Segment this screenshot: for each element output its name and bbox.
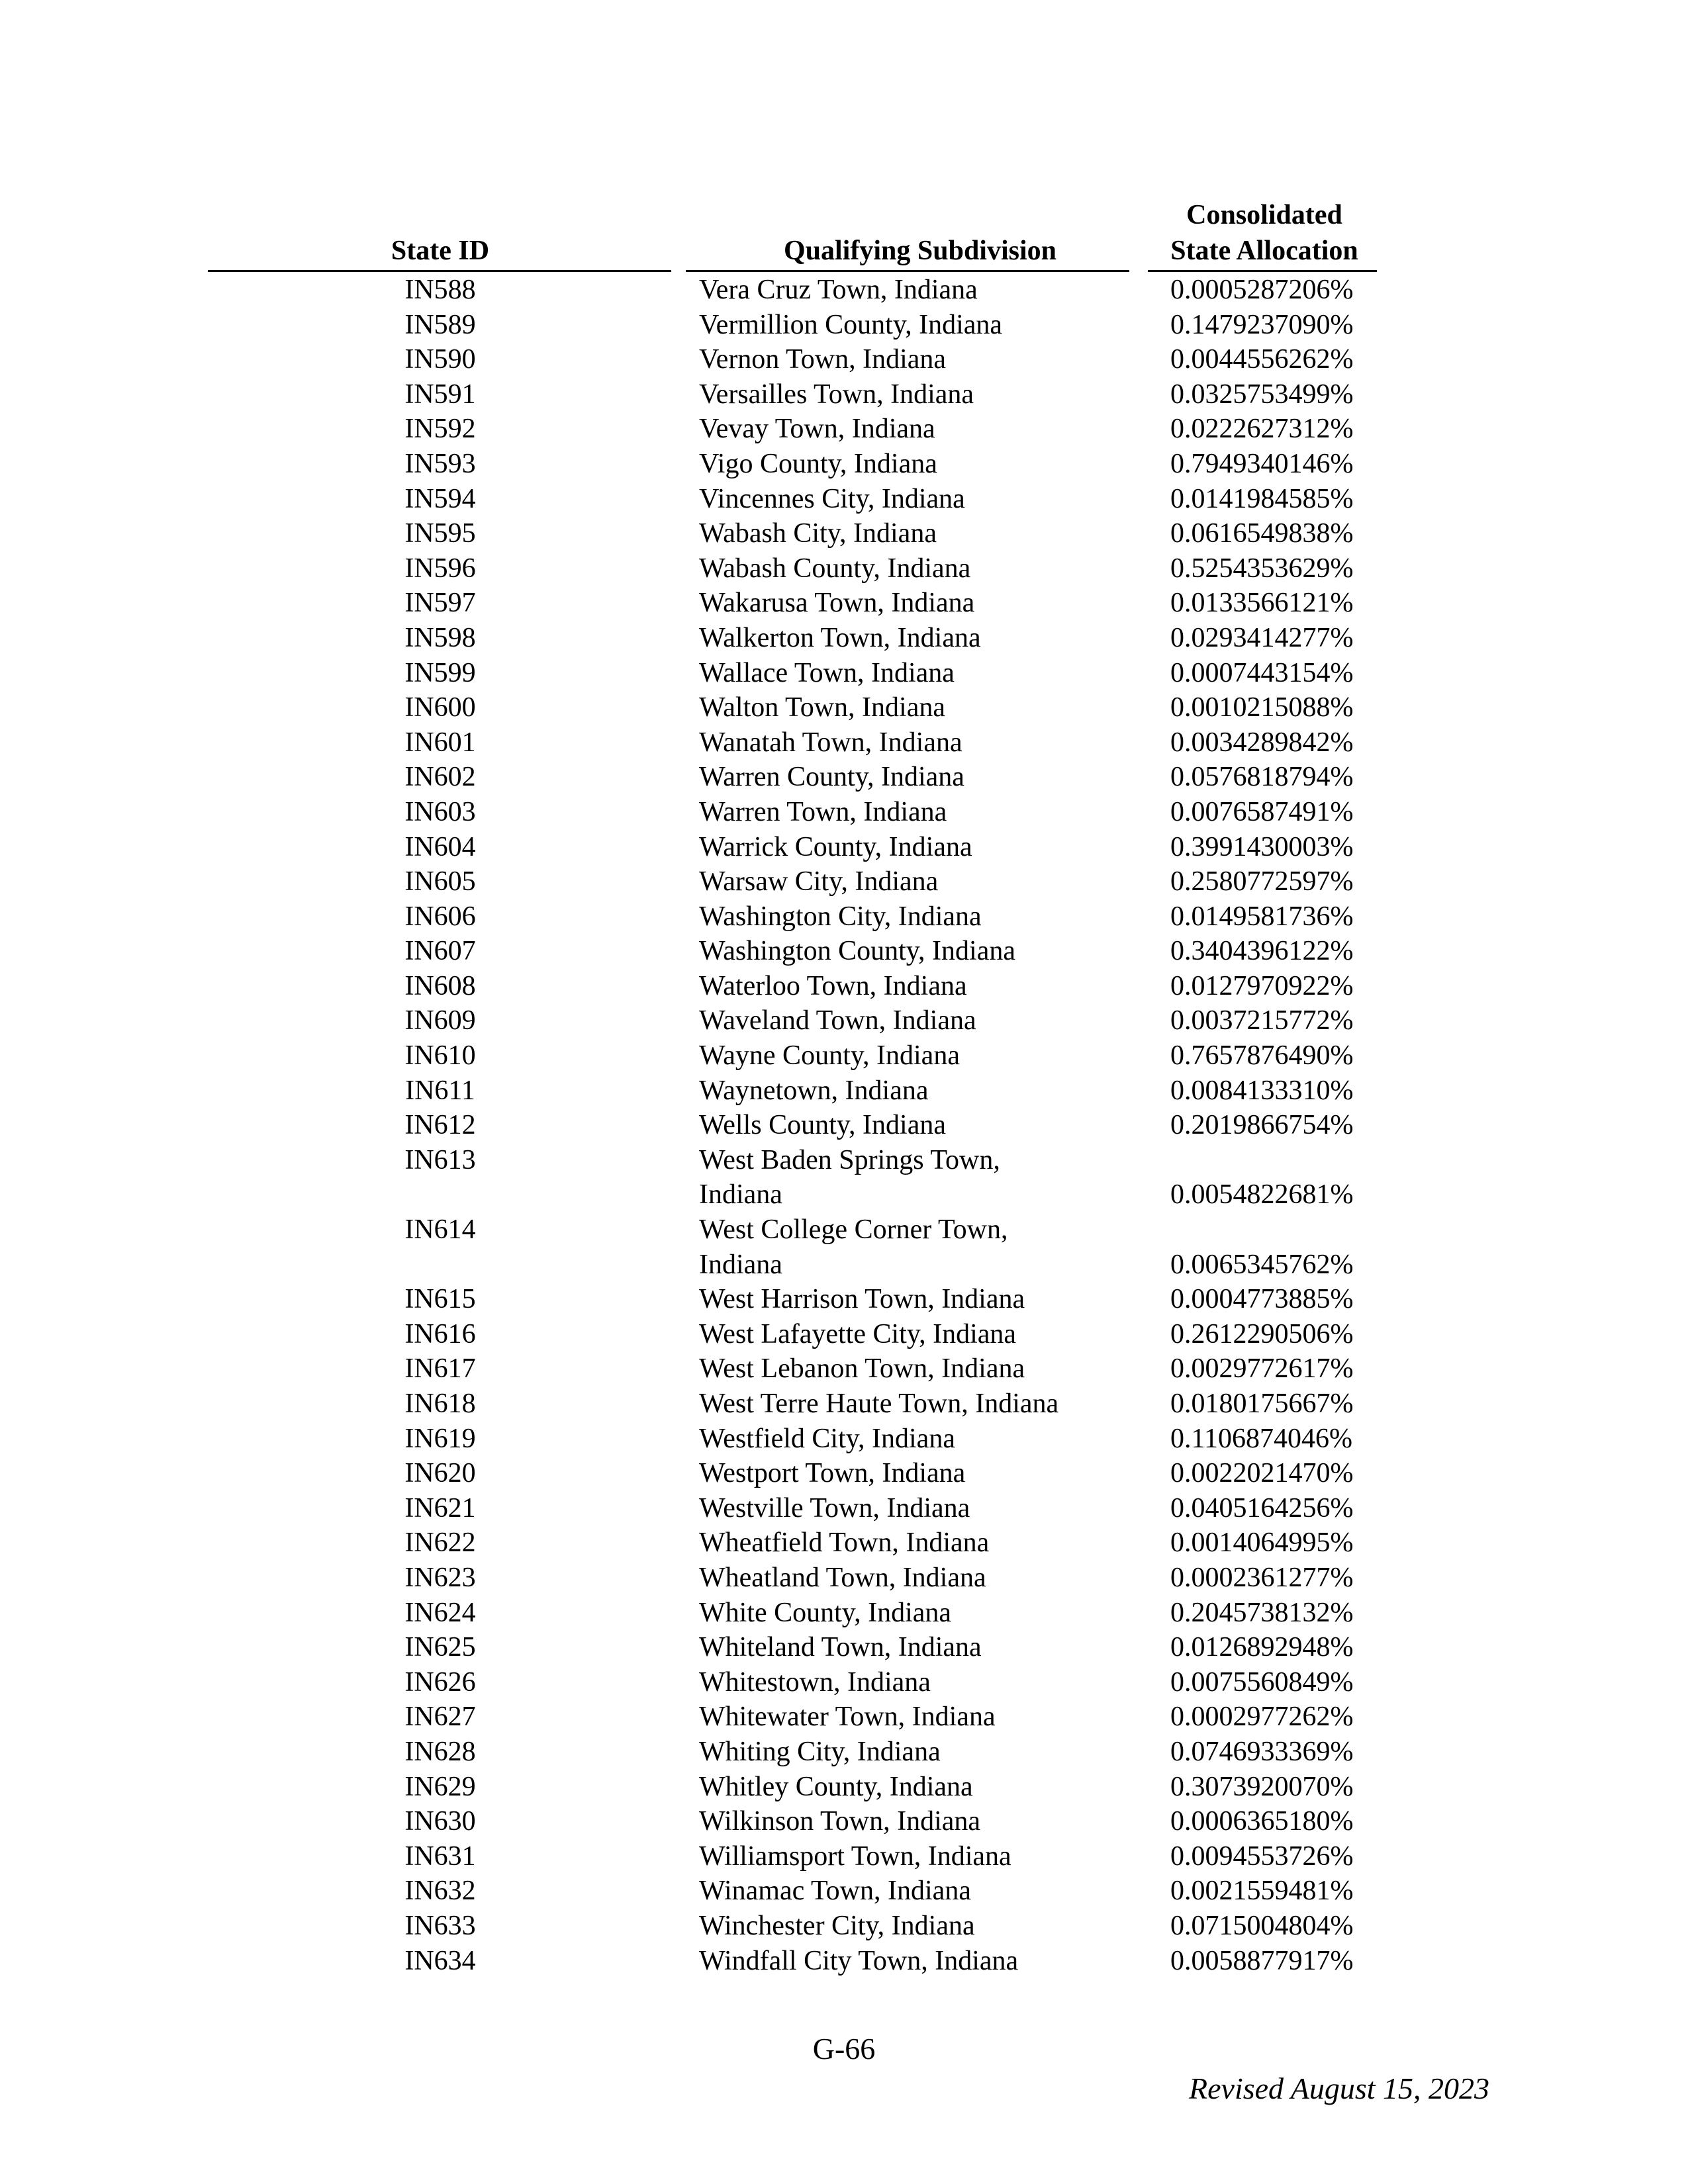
state-id-cell: IN612 xyxy=(404,1110,476,1141)
table-row xyxy=(0,1073,1688,1109)
subdivision-cell: Washington County, Indiana xyxy=(699,936,1015,967)
allocation-cell: 0.0007443154% xyxy=(1170,657,1354,688)
allocation-cell: 0.1479237090% xyxy=(1170,309,1354,340)
allocation-cell: 0.2580772597% xyxy=(1170,866,1354,897)
subdivision-cell: West Baden Springs Town, Indiana xyxy=(699,1144,1000,1210)
table-row xyxy=(0,342,1688,377)
table-row xyxy=(0,273,1688,308)
table-row xyxy=(0,308,1688,343)
allocation-cell: 0.0325753499% xyxy=(1170,379,1354,410)
table-row xyxy=(0,447,1688,482)
state-id-cell: IN629 xyxy=(404,1771,476,1802)
table-row xyxy=(0,1317,1688,1352)
state-id-cell: IN627 xyxy=(404,1702,476,1733)
subdivision-cell: Wells County, Indiana xyxy=(699,1110,946,1141)
subdivision-cell: West Terre Haute Town, Indiana xyxy=(699,1388,1059,1419)
subdivision-cell: Warren County, Indiana xyxy=(699,762,964,793)
table-row xyxy=(0,1665,1688,1700)
state-id-cell: IN631 xyxy=(404,1841,476,1872)
state-id-cell: IN596 xyxy=(404,553,476,584)
subdivision-cell: Vernon Town, Indiana xyxy=(699,344,947,375)
table-row xyxy=(0,864,1688,899)
table-row xyxy=(0,1596,1688,1631)
table-row xyxy=(0,969,1688,1004)
table-row xyxy=(0,830,1688,865)
allocation-cell: 0.0133566121% xyxy=(1170,588,1354,619)
subdivision-cell: Westport Town, Indiana xyxy=(699,1458,966,1489)
table-row xyxy=(0,1735,1688,1770)
subdivision-cell: Vevay Town, Indiana xyxy=(699,414,935,445)
state-id-cell: IN633 xyxy=(404,1910,476,1941)
state-id-cell: IN593 xyxy=(404,448,476,479)
header-rule-allocation xyxy=(1148,270,1377,272)
allocation-cell: 0.0126892948% xyxy=(1170,1632,1354,1663)
subdivision-cell: Westfield City, Indiana xyxy=(699,1423,955,1454)
allocation-cell: 0.0222627312% xyxy=(1170,414,1354,445)
subdivision-cell: Winchester City, Indiana xyxy=(699,1910,975,1941)
subdivision-cell: Waterloo Town, Indiana xyxy=(699,970,967,1001)
subdivision-cell: Wabash County, Indiana xyxy=(699,553,971,584)
state-id-cell: IN628 xyxy=(404,1736,476,1767)
state-id-cell: IN624 xyxy=(404,1597,476,1628)
allocation-cell: 0.7949340146% xyxy=(1170,448,1354,479)
subdivision-cell: Vincennes City, Indiana xyxy=(699,483,965,514)
subdivision-cell: Warsaw City, Indiana xyxy=(699,866,939,897)
state-id-cell: IN630 xyxy=(404,1806,476,1837)
table-row xyxy=(0,1944,1688,1979)
subdivision-cell: Waveland Town, Indiana xyxy=(699,1005,976,1036)
state-id-cell: IN626 xyxy=(404,1666,476,1698)
allocation-cell: 0.0044556262% xyxy=(1170,344,1354,375)
allocation-cell: 0.0616549838% xyxy=(1170,518,1354,549)
state-id-cell: IN590 xyxy=(404,344,476,375)
subdivision-cell: Winamac Town, Indiana xyxy=(699,1876,971,1907)
table-row xyxy=(0,1212,1688,1282)
state-id-cell: IN588 xyxy=(404,275,476,305)
header-rule-state-id xyxy=(208,270,671,272)
allocation-cell: 0.0029772617% xyxy=(1170,1353,1354,1385)
state-id-cell: IN594 xyxy=(404,483,476,514)
state-id-cell: IN613 xyxy=(404,1144,476,1175)
allocation-cell: 0.0127970922% xyxy=(1170,970,1354,1001)
state-id-cell: IN599 xyxy=(404,657,476,688)
allocation-cell: 0.0065345762% xyxy=(1170,1249,1354,1280)
allocation-cell: 0.0054822681% xyxy=(1170,1179,1354,1210)
table-row xyxy=(0,1874,1688,1909)
subdivision-cell: Walton Town, Indiana xyxy=(699,692,945,723)
table-row xyxy=(0,516,1688,551)
subdivision-cell: West College Corner Town, Indiana xyxy=(699,1214,1008,1280)
state-id-cell: IN589 xyxy=(404,309,476,340)
table-row xyxy=(0,1630,1688,1665)
allocation-cell: 0.3404396122% xyxy=(1170,936,1354,967)
allocation-cell: 0.3073920070% xyxy=(1170,1771,1354,1802)
allocation-cell: 0.0084133310% xyxy=(1170,1075,1354,1106)
table-row xyxy=(0,1351,1688,1387)
state-id-cell: IN622 xyxy=(404,1527,476,1559)
table-row xyxy=(0,656,1688,691)
state-id-cell: IN618 xyxy=(404,1388,476,1419)
allocation-cell: 0.2045738132% xyxy=(1170,1597,1354,1628)
subdivision-cell: Vera Cruz Town, Indiana xyxy=(699,275,978,305)
state-id-cell: IN620 xyxy=(404,1458,476,1489)
subdivision-cell: Washington City, Indiana xyxy=(699,901,982,932)
subdivision-cell: Walkerton Town, Indiana xyxy=(699,622,981,653)
header-rule-subdivision xyxy=(686,270,1129,272)
allocation-cell: 0.0006365180% xyxy=(1170,1806,1354,1837)
table-row xyxy=(0,1143,1688,1212)
subdivision-cell: Warren Town, Indiana xyxy=(699,796,947,827)
state-id-cell: IN604 xyxy=(404,831,476,862)
table-row xyxy=(0,934,1688,969)
subdivision-cell: Whitley County, Indiana xyxy=(699,1771,973,1802)
subdivision-cell: Wallace Town, Indiana xyxy=(699,657,955,688)
subdivision-cell: Whitewater Town, Indiana xyxy=(699,1702,996,1733)
state-id-cell: IN617 xyxy=(404,1353,476,1385)
allocation-cell: 0.0058877917% xyxy=(1170,1945,1354,1976)
subdivision-cell: Warrick County, Indiana xyxy=(699,831,972,862)
table-row xyxy=(0,1003,1688,1038)
subdivision-cell: Wheatfield Town, Indiana xyxy=(699,1527,990,1559)
table-row xyxy=(0,899,1688,934)
state-id-cell: IN607 xyxy=(404,936,476,967)
allocation-cell: 0.2612290506% xyxy=(1170,1318,1354,1349)
table-row xyxy=(0,586,1688,621)
state-id-cell: IN621 xyxy=(404,1492,476,1524)
subdivision-cell: Whitestown, Indiana xyxy=(699,1666,931,1698)
allocation-cell: 0.0014064995% xyxy=(1170,1527,1354,1559)
state-id-cell: IN606 xyxy=(404,901,476,932)
state-id-cell: IN614 xyxy=(404,1214,476,1246)
allocation-cell: 0.0005287206% xyxy=(1170,275,1354,305)
table-row xyxy=(0,1525,1688,1561)
state-id-cell: IN602 xyxy=(404,762,476,793)
allocation-cell: 0.0094553726% xyxy=(1170,1841,1354,1872)
table-row xyxy=(0,1491,1688,1526)
state-id-cell: IN591 xyxy=(404,379,476,410)
subdivision-cell: Windfall City Town, Indiana xyxy=(699,1945,1019,1976)
subdivision-cell: Vermillion County, Indiana xyxy=(699,309,1003,340)
subdivision-cell: Wabash City, Indiana xyxy=(699,518,937,549)
state-id-cell: IN615 xyxy=(404,1284,476,1315)
subdivision-cell: Westville Town, Indiana xyxy=(699,1492,970,1524)
table-row xyxy=(0,482,1688,517)
subdivision-cell: Vigo County, Indiana xyxy=(699,448,937,479)
page-number: G-66 xyxy=(812,2032,876,2066)
allocation-cell: 0.0021559481% xyxy=(1170,1876,1354,1907)
allocation-cell: 0.0034289842% xyxy=(1170,727,1354,758)
subdivision-cell: Wheatland Town, Indiana xyxy=(699,1562,986,1593)
allocation-cell: 0.0010215088% xyxy=(1170,692,1354,723)
state-id-cell: IN592 xyxy=(404,414,476,445)
subdivision-cell: White County, Indiana xyxy=(699,1597,952,1628)
subdivision-cell: Waynetown, Indiana xyxy=(699,1075,929,1106)
allocation-cell: 0.0004773885% xyxy=(1170,1284,1354,1315)
state-id-cell: IN598 xyxy=(404,622,476,653)
subdivision-cell: Wanatah Town, Indiana xyxy=(699,727,962,758)
state-id-cell: IN611 xyxy=(405,1075,475,1106)
subdivision-cell: Versailles Town, Indiana xyxy=(699,379,974,410)
subdivision-cell: West Lafayette City, Indiana xyxy=(699,1318,1017,1349)
allocation-cell: 0.2019866754% xyxy=(1170,1110,1354,1141)
state-id-cell: IN616 xyxy=(404,1318,476,1349)
table-row xyxy=(0,1282,1688,1317)
table-row xyxy=(0,1700,1688,1735)
allocation-cell: 0.5254353629% xyxy=(1170,553,1354,584)
subdivision-cell: West Lebanon Town, Indiana xyxy=(699,1353,1025,1385)
allocation-cell: 0.0746933369% xyxy=(1170,1736,1354,1767)
table-row xyxy=(0,621,1688,656)
subdivision-cell: West Harrison Town, Indiana xyxy=(699,1284,1025,1315)
subdivision-cell: Wakarusa Town, Indiana xyxy=(699,588,975,619)
state-id-cell: IN600 xyxy=(404,692,476,723)
table-row xyxy=(0,725,1688,760)
state-id-cell: IN623 xyxy=(404,1562,476,1593)
state-id-cell: IN603 xyxy=(404,796,476,827)
state-id-cell: IN632 xyxy=(404,1876,476,1907)
state-id-cell: IN625 xyxy=(404,1632,476,1663)
table-row xyxy=(0,1804,1688,1839)
state-id-cell: IN634 xyxy=(404,1945,476,1976)
allocation-cell: 0.0149581736% xyxy=(1170,901,1354,932)
state-id-cell: IN608 xyxy=(404,970,476,1001)
table-row xyxy=(0,1108,1688,1143)
allocation-cell: 0.1106874046% xyxy=(1170,1423,1352,1454)
state-id-cell: IN609 xyxy=(404,1005,476,1036)
subdivision-cell: Whiting City, Indiana xyxy=(699,1736,941,1767)
table-row xyxy=(0,1456,1688,1491)
allocation-cell: 0.0576818794% xyxy=(1170,762,1354,793)
state-id-cell: IN605 xyxy=(404,866,476,897)
allocation-cell: 0.0037215772% xyxy=(1170,1005,1354,1036)
subdivision-cell: Whiteland Town, Indiana xyxy=(699,1632,982,1663)
state-id-cell: IN595 xyxy=(404,518,476,549)
table-row xyxy=(0,760,1688,795)
table-row xyxy=(0,1422,1688,1457)
state-id-cell: IN619 xyxy=(404,1423,476,1454)
allocation-cell: 0.0002361277% xyxy=(1170,1562,1354,1593)
table-row xyxy=(0,795,1688,830)
table-row xyxy=(0,412,1688,447)
allocation-cell: 0.0022021470% xyxy=(1170,1458,1354,1489)
allocation-cell: 0.0141984585% xyxy=(1170,483,1354,514)
allocation-table xyxy=(0,273,1688,1978)
header-consolidated-state-allocation: Consolidated State Allocation xyxy=(1170,200,1358,266)
table-row xyxy=(0,551,1688,586)
state-id-cell: IN597 xyxy=(404,588,476,619)
table-row xyxy=(0,690,1688,725)
allocation-cell: 0.0076587491% xyxy=(1170,796,1354,827)
state-id-cell: IN601 xyxy=(404,727,476,758)
subdivision-cell: Wayne County, Indiana xyxy=(699,1040,960,1071)
subdivision-cell: Wilkinson Town, Indiana xyxy=(699,1806,981,1837)
table-row xyxy=(0,1038,1688,1073)
allocation-cell: 0.0405164256% xyxy=(1170,1492,1354,1524)
table-row xyxy=(0,1909,1688,1944)
header-state-id: State ID xyxy=(391,236,490,266)
header-qualifying-subdivision: Qualifying Subdivision xyxy=(783,236,1057,266)
allocation-cell: 0.0180175667% xyxy=(1170,1388,1354,1419)
subdivision-cell: Williamsport Town, Indiana xyxy=(699,1841,1011,1872)
allocation-cell: 0.7657876490% xyxy=(1170,1040,1354,1071)
table-row xyxy=(0,1387,1688,1422)
table-row xyxy=(0,1561,1688,1596)
allocation-cell: 0.0075560849% xyxy=(1170,1666,1354,1698)
allocation-cell: 0.3991430003% xyxy=(1170,831,1354,862)
allocation-cell: 0.0715004804% xyxy=(1170,1910,1354,1941)
allocation-cell: 0.0002977262% xyxy=(1170,1702,1354,1733)
table-row xyxy=(0,377,1688,412)
table-row xyxy=(0,1770,1688,1805)
revised-date: Revised August 15, 2023 xyxy=(1189,2071,1489,2105)
allocation-cell: 0.0293414277% xyxy=(1170,622,1354,653)
table-row xyxy=(0,1839,1688,1874)
state-id-cell: IN610 xyxy=(404,1040,476,1071)
